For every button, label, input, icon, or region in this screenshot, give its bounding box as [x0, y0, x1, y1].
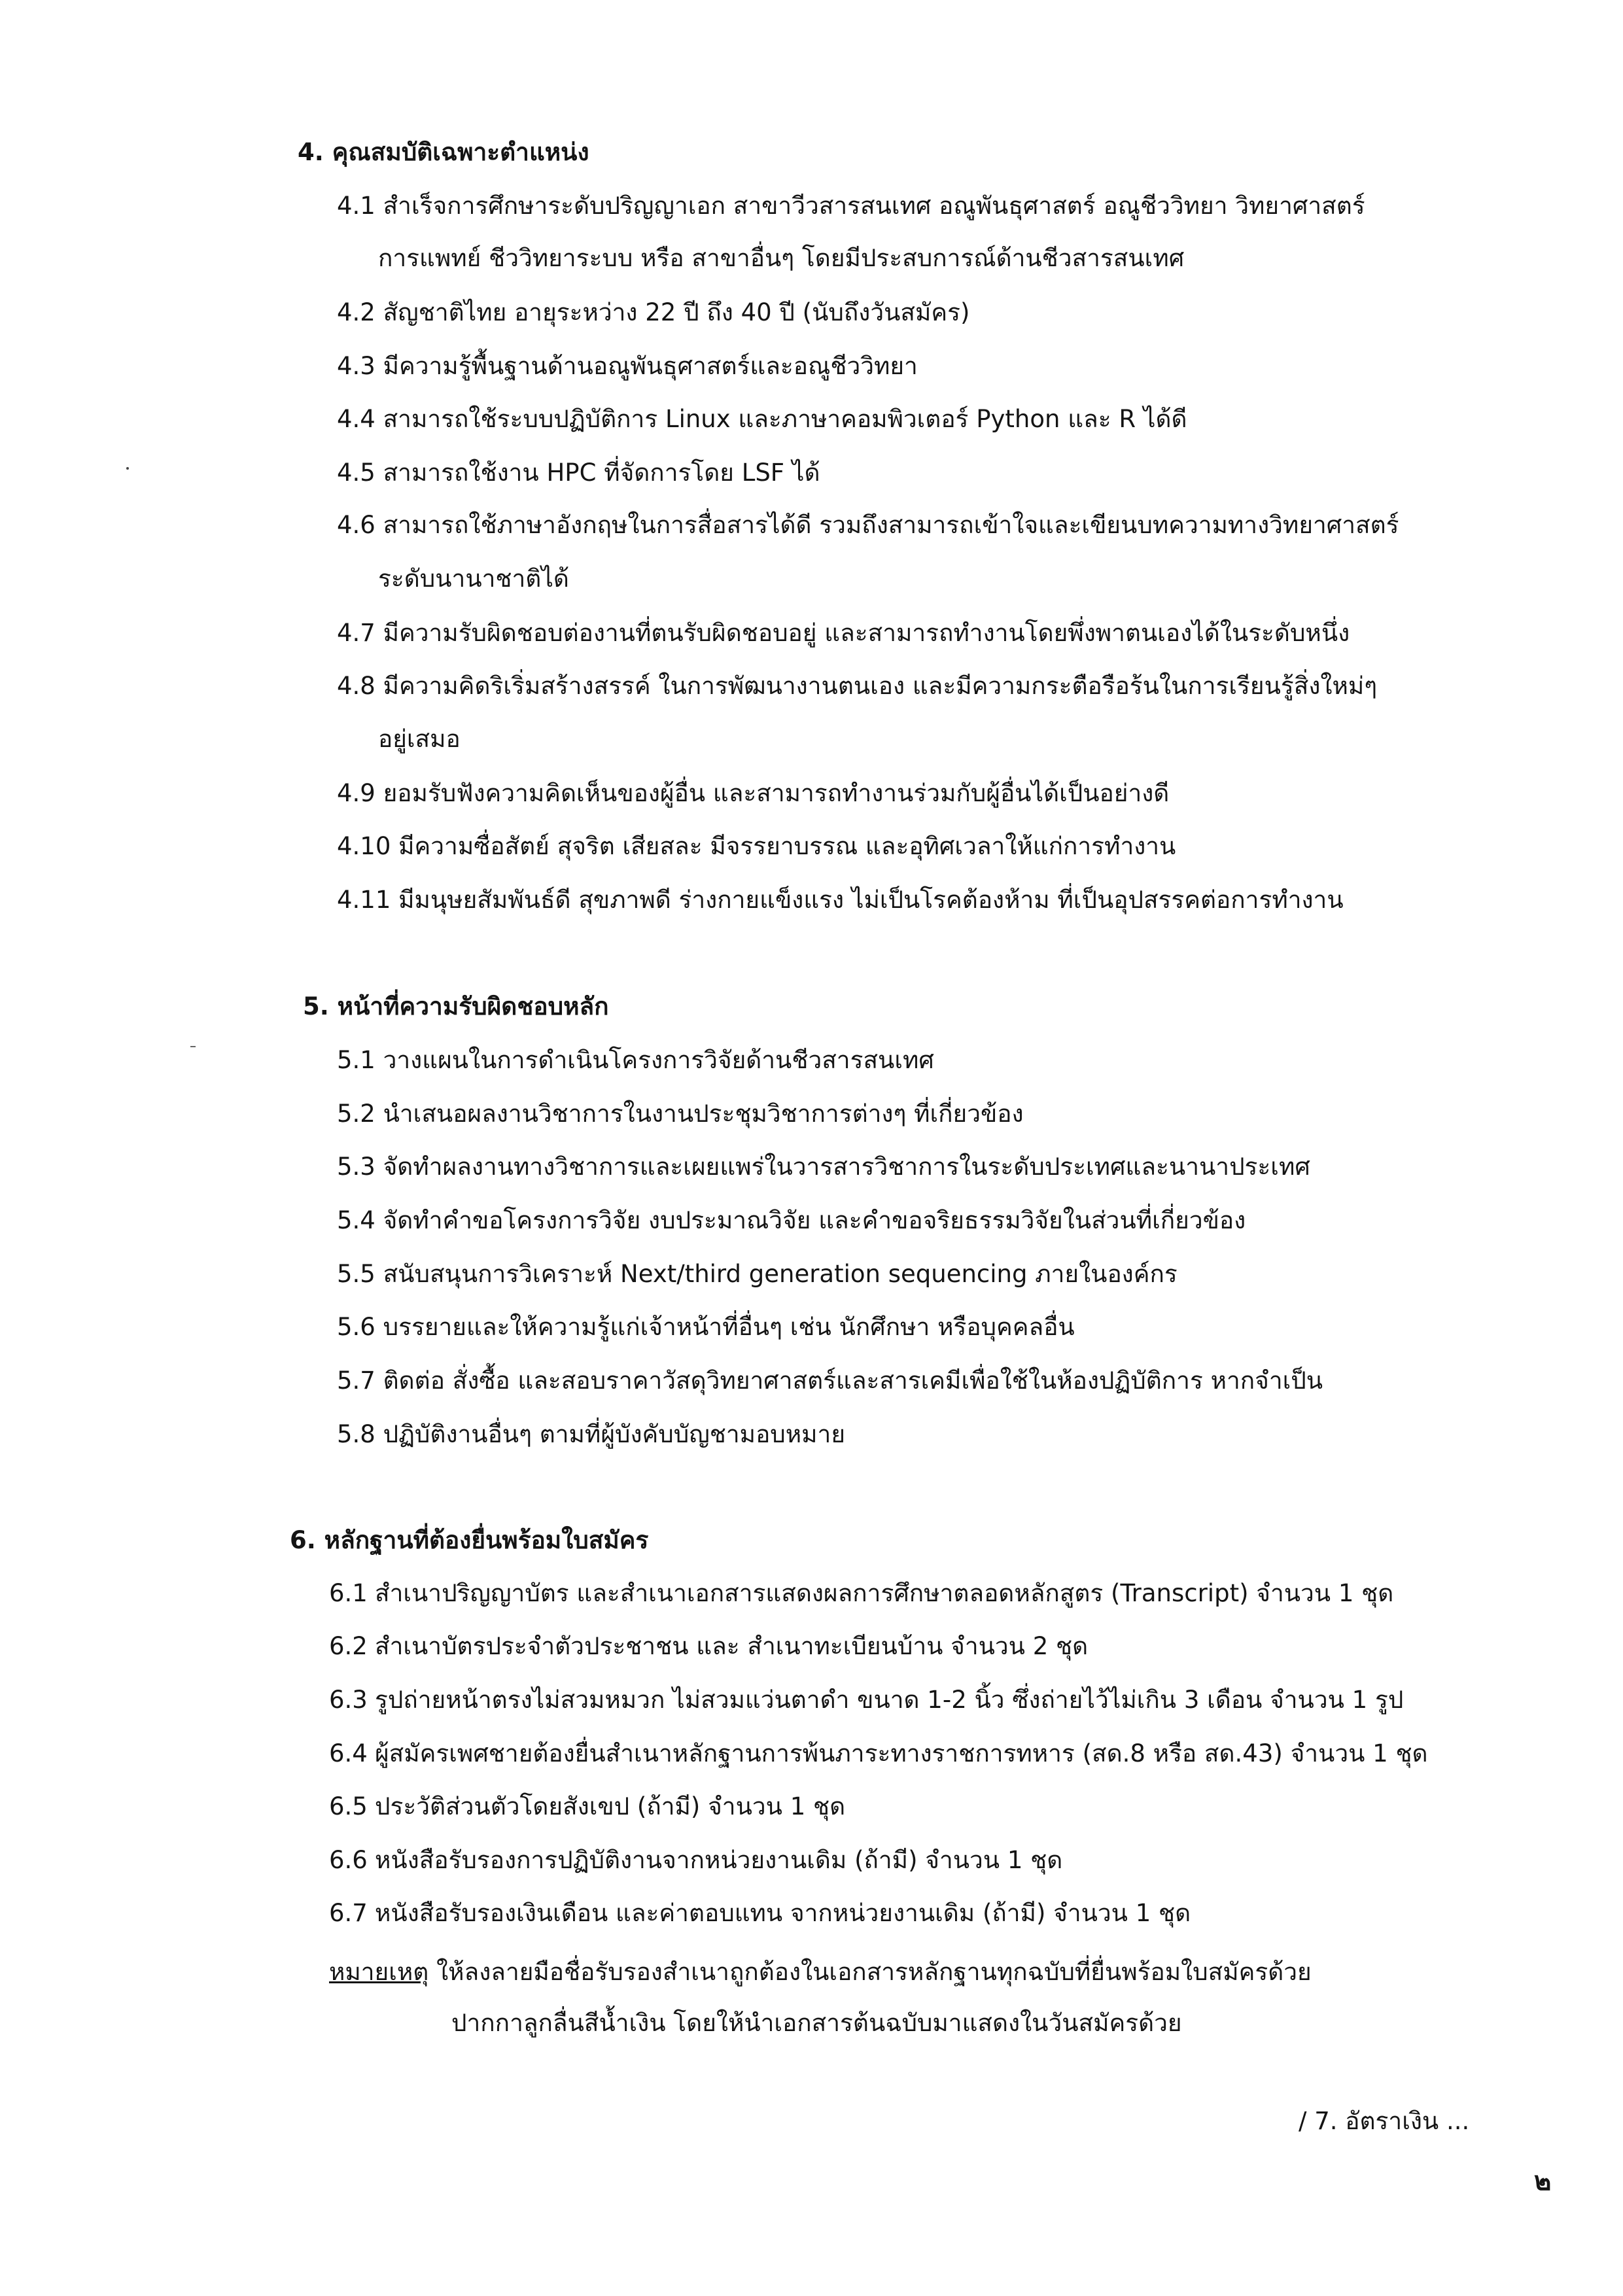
section-6-item-6-7: [329, 1897, 1191, 1930]
section-4-item-4-11: 4.11 มีมนุษยสัมพันธ์ดี สุขภาพดี ร่างกายแข็งแรง ไม่เป็นโรคต้องห้าม ที่เป็นอุปสรรคต่อการทำงาน: [337, 886, 1344, 914]
item-text: หนังสือรับรองการปฏิบัติงานจากหน่วยงานเดิม (ถ้ามี) จำนวน 1 ชุด: [375, 1846, 1063, 1874]
section-6-item-6-2: [329, 1630, 1088, 1663]
section-5-item-5-8: 5.8 ปฏิบัติงานอื่นๆ ตามที่ผู้บังคับบัญชามอบหมาย: [337, 1420, 846, 1448]
section-6-item-6-3: [329, 1684, 1403, 1716]
section-4-item-4-6: 4.6 สามารถใช้ภาษาอังกฤษในการสื่อสารได้ดี รวมถึงสามารถเข้าใจและเขียนบทความทางวิทยาศาสตร์: [337, 511, 1399, 539]
section-6-heading: 6. หลักฐานที่ต้องยื่นพร้อมใบสมัคร: [290, 1526, 649, 1554]
scan-dash: [190, 1046, 196, 1047]
section-4-item-4-6-continued: ระดับนานาชาติได้: [378, 565, 569, 593]
section-4-item-4-5: 4.5 สามารถใช้งาน HPC ที่จัดการโดย LSF ได้: [337, 459, 820, 487]
item-text: ผู้สมัครเพศชายต้องยื่นสำเนาหลักฐานการพ้นภาระทางราชการทหาร (สด.8 หรือ สด.43) จำนวน 1 ชุด: [375, 1739, 1428, 1767]
section-4-item-4-4: 4.4 สามารถใช้ระบบปฏิบัติการ Linux และภาษาคอมพิวเตอร์ Python และ R ได้ดี: [337, 405, 1187, 433]
section-5-item-5-4: 5.4 จัดทำคำขอโครงการวิจัย งบประมาณวิจัย และคำขอจริยธรรมวิจัยในส่วนที่เกี่ยวข้อง: [337, 1206, 1246, 1234]
item-number: 6.7: [329, 1899, 368, 1927]
section-5-item-5-1: 5.1 วางแผนในการดำเนินโครงการวิจัยด้านชีวสารสนเทศ: [337, 1046, 934, 1074]
section-4-item-4-2: 4.2 สัญชาติไทย อายุระหว่าง 22 ปี ถึง 40 ปี (นับถึงวันสมัคร): [337, 298, 970, 326]
section-4-item-4-1: 4.1 สำเร็จการศึกษาระดับปริญญาเอก สาขาวีวสารสนเทศ อณูพันธุศาสตร์ อณูชีววิทยา วิทยาศาสตร์: [337, 192, 1365, 220]
item-number: 6.3: [329, 1686, 368, 1714]
note-text-1: ให้ลงลายมือชื่อรับรองสำเนาถูกต้องในเอกสารหลักฐานทุกฉบับที่ยื่นพร้อมใบสมัครด้วย: [436, 1958, 1312, 1986]
section-4-item-4-10: 4.10 มีความซื่อสัตย์ สุจริต เสียสละ มีจรรยาบรรณ และอุทิศเวลาให้แก่การทำงาน: [337, 832, 1176, 860]
section-4-item-4-7: 4.7 มีความรับผิดชอบต่องานที่ตนรับผิดชอบอยู่ และสามารถทำงานโดยพึ่งพาตนเองได้ในระดับหนึ่ง: [337, 619, 1350, 647]
section-5-item-5-2: 5.2 นำเสนอผลงานวิชาการในงานประชุมวิชาการต่างๆ ที่เกี่ยวข้อง: [337, 1100, 1024, 1128]
section-5-item-5-7: 5.7 ติดต่อ สั่งซื้อ และสอบราคาวัสดุวิทยาศาสตร์และสารเคมีเพื่อใช้ในห้องปฏิบัติการ หากจำเป็น: [337, 1366, 1323, 1395]
section-5-item-5-3: 5.3 จัดทำผลงานทางวิชาการและเผยแพร่ในวารสารวิชาการในระดับประเทศและนานาประเทศ: [337, 1153, 1310, 1181]
item-text: สำเนาบัตรประจำตัวประชาชน และ สำเนาทะเบียนบ้าน จำนวน 2 ชุด: [375, 1632, 1089, 1660]
page-number: ๒: [1534, 2166, 1552, 2197]
section-4-heading: 4. คุณสมบัติเฉพาะตำแหน่ง: [298, 138, 589, 166]
section-4-item-4-9: 4.9 ยอมรับฟังความคิดเห็นของผู้อื่น และสามารถทำงานร่วมกับผู้อื่นได้เป็นอย่างดี: [337, 779, 1170, 807]
section-4-item-4-3: 4.3 มีความรู้พื้นฐานด้านอณูพันธุศาสตร์และอณูชีววิทยา: [337, 352, 918, 380]
item-text: ประวัติส่วนตัวโดยสังเขป (ถ้ามี) จำนวน 1 ชุด: [375, 1792, 846, 1820]
section-6-item-6-4: [329, 1737, 1428, 1770]
note-line-1: [329, 1956, 1312, 1989]
item-number: 6.2: [329, 1632, 368, 1660]
section-4-item-4-1-continued: การแพทย์ ชีววิทยาระบบ หรือ สาขาอื่นๆ โดยมีประสบการณ์ด้านชีวสารสนเทศ: [378, 244, 1185, 272]
section-6-item-6-6: [329, 1844, 1062, 1877]
section-4-item-4-8-continued: อยู่เสมอ: [378, 725, 461, 753]
note-line-2: ปากกาลูกลื่นสีน้ำเงิน โดยให้นำเอกสารต้นฉบับมาแสดงในวันสมัครด้วย: [451, 2009, 1182, 2037]
item-number: 6.4: [329, 1739, 368, 1767]
item-text: รูปถ่ายหน้าตรงไม่สวมหมวก ไม่สวมแว่นตาดำ ขนาด 1-2 นิ้ว ซึ่งถ่ายไว้ไม่เกิน 3 เดือน จำนวน 1 รูป: [375, 1686, 1404, 1714]
continuation-text: / 7. อัตราเงิน ...: [1299, 2107, 1470, 2135]
section-4-item-4-8: 4.8 มีความคิดริเริ่มสร้างสรรค์ ในการพัฒนางานตนเอง และมีความกระตือรือร้นในการเรียนรู้สิ่งใหม่ๆ: [337, 672, 1378, 700]
note-label: หมายเหตุ: [329, 1958, 429, 1986]
section-5-heading: 5. หน้าที่ความรับผิดชอบหลัก: [303, 992, 609, 1020]
item-text: หนังสือรับรองเงินเดือน และค่าตอบแทน จากหน่วยงานเดิม (ถ้ามี) จำนวน 1 ชุด: [375, 1899, 1191, 1927]
scan-speck: [126, 467, 129, 470]
item-number: 6.6: [329, 1846, 368, 1874]
section-6-item-6-5: [329, 1790, 845, 1823]
section-6-item-6-1: [329, 1577, 1393, 1610]
item-number: 6.1: [329, 1579, 368, 1607]
item-number: 6.5: [329, 1792, 368, 1820]
item-text: สำเนาปริญญาบัตร และสำเนาเอกสารแสดงผลการศึกษาตลอดหลักสูตร (Transcript) จำนวน 1 ชุด: [375, 1579, 1394, 1607]
section-5-item-5-5: 5.5 สนับสนุนการวิเคราะห์ Next/third generation sequencing ภายในองค์กร: [337, 1260, 1178, 1288]
section-5-item-5-6: 5.6 บรรยายและให้ความรู้แก่เจ้าหน้าที่อื่นๆ เช่น นักศึกษา หรือบุคคลอื่น: [337, 1313, 1075, 1341]
